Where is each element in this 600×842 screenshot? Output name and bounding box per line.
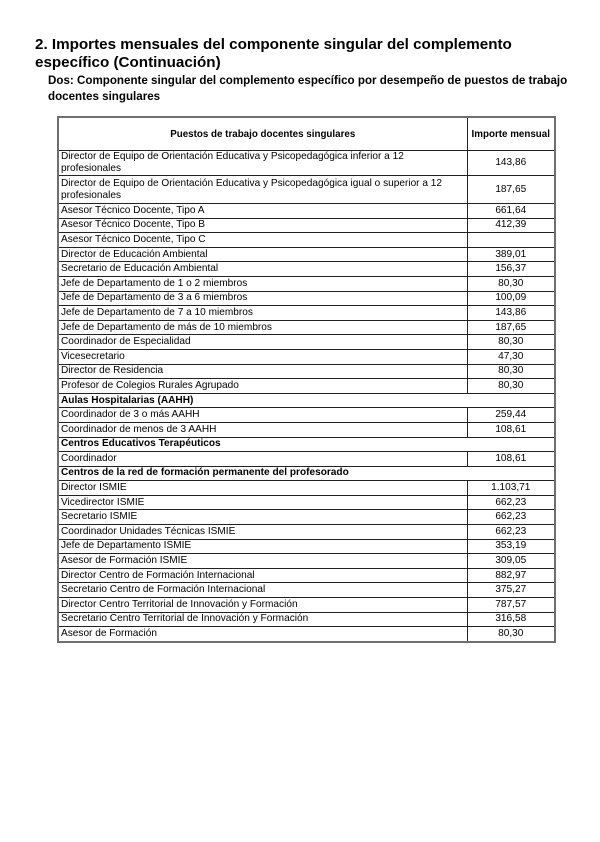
table-row xyxy=(59,379,554,394)
monthly-amount: 662,23 xyxy=(467,525,554,540)
table-row xyxy=(59,554,554,569)
position-label: Director de Educación Ambiental xyxy=(59,247,467,262)
section-heading: 2. Importes mensuales del componente singular del complemento específico (Continuación) xyxy=(35,36,512,71)
position-label: Vicedirector ISMIE xyxy=(59,495,467,510)
position-label: Asesor Técnico Docente, Tipo A xyxy=(59,204,467,219)
table-row xyxy=(59,612,554,627)
position-label: Asesor Técnico Docente, Tipo C xyxy=(59,233,467,248)
monthly-amount: 80,30 xyxy=(467,627,554,641)
table-row xyxy=(59,525,554,540)
monthly-amount: 187,65 xyxy=(467,320,554,335)
monthly-amount: 316,58 xyxy=(467,612,554,627)
position-label: Asesor Técnico Docente, Tipo B xyxy=(59,218,467,233)
monthly-amount: 80,30 xyxy=(467,379,554,394)
position-label: Secretario ISMIE xyxy=(59,510,467,525)
position-label: Director de Equipo de Orientación Educativa y Psicopedagógica igual o superior a 12 profesionales xyxy=(59,176,467,204)
column-header-position: Puestos de trabajo docentes singulares xyxy=(59,118,467,151)
position-label: Coordinador de Especialidad xyxy=(59,335,467,350)
monthly-amount: 662,23 xyxy=(467,495,554,510)
table-row xyxy=(59,349,554,364)
table-row xyxy=(59,306,554,321)
monthly-amount: 1.103,71 xyxy=(467,481,554,496)
table-row xyxy=(59,568,554,583)
monthly-amount: 143,86 xyxy=(467,306,554,321)
table-row xyxy=(59,481,554,496)
table-row xyxy=(59,151,554,176)
monthly-amount: 108,61 xyxy=(467,452,554,467)
position-label: Secretario Centro de Formación Internacional xyxy=(59,583,467,598)
position-label: Jefe de Departamento ISMIE xyxy=(59,539,467,554)
position-label: Jefe de Departamento de más de 10 miembros xyxy=(59,320,467,335)
monthly-amount: 259,44 xyxy=(467,408,554,423)
table-row xyxy=(59,276,554,291)
position-label: Secretario de Educación Ambiental xyxy=(59,262,467,277)
position-label: Jefe de Departamento de 1 o 2 miembros xyxy=(59,276,467,291)
monthly-amount xyxy=(467,233,554,248)
monthly-amount: 80,30 xyxy=(467,276,554,291)
table-row xyxy=(59,204,554,219)
monthly-amount: 661,64 xyxy=(467,204,554,219)
table-section-row xyxy=(59,393,554,408)
section-label: Centros Educativos Terapéuticos xyxy=(59,437,554,452)
monthly-amount: 375,27 xyxy=(467,583,554,598)
table-row xyxy=(59,247,554,262)
monthly-amount: 80,30 xyxy=(467,364,554,379)
monthly-amount: 47,30 xyxy=(467,349,554,364)
monthly-amount: 882,97 xyxy=(467,568,554,583)
table-row xyxy=(59,495,554,510)
salary-table xyxy=(57,116,556,643)
table-row xyxy=(59,291,554,306)
table-section-row xyxy=(59,466,554,481)
table-row xyxy=(59,262,554,277)
monthly-amount: 309,05 xyxy=(467,554,554,569)
position-label: Director de Equipo de Orientación Educativa y Psicopedagógica inferior a 12 profesionales xyxy=(59,151,467,176)
monthly-amount: 353,19 xyxy=(467,539,554,554)
position-label: Coordinador Unidades Técnicas ISMIE xyxy=(59,525,467,540)
monthly-amount: 156,37 xyxy=(467,262,554,277)
table-row xyxy=(59,422,554,437)
monthly-amount: 100,09 xyxy=(467,291,554,306)
column-header-amount: Importe mensual xyxy=(467,118,554,151)
table-row xyxy=(59,598,554,613)
table-row xyxy=(59,452,554,467)
monthly-amount: 787,57 xyxy=(467,598,554,613)
table-row xyxy=(59,320,554,335)
table-row xyxy=(59,218,554,233)
position-label: Director Centro de Formación Internacional xyxy=(59,568,467,583)
position-label: Coordinador de menos de 3 AAHH xyxy=(59,422,467,437)
section-label: Centros de la red de formación permanente del profesorado xyxy=(59,466,554,481)
position-label: Director Centro Territorial de Innovación y Formación xyxy=(59,598,467,613)
position-label: Director ISMIE xyxy=(59,481,467,496)
monthly-amount: 143,86 xyxy=(467,151,554,176)
table-header-row xyxy=(59,118,554,151)
monthly-amount: 108,61 xyxy=(467,422,554,437)
position-label: Profesor de Colegios Rurales Agrupado xyxy=(59,379,467,394)
monthly-amount: 662,23 xyxy=(467,510,554,525)
table-row xyxy=(59,539,554,554)
monthly-amount: 412,39 xyxy=(467,218,554,233)
table-body xyxy=(59,151,554,641)
table-row xyxy=(59,335,554,350)
monthly-amount: 80,30 xyxy=(467,335,554,350)
position-label: Coordinador xyxy=(59,452,467,467)
position-label: Asesor de Formación ISMIE xyxy=(59,554,467,569)
position-label: Vicesecretario xyxy=(59,349,467,364)
monthly-amount: 187,65 xyxy=(467,176,554,204)
position-label: Director de Residencia xyxy=(59,364,467,379)
table-row xyxy=(59,364,554,379)
position-label: Jefe de Departamento de 3 a 6 miembros xyxy=(59,291,467,306)
table-row xyxy=(59,176,554,204)
subsection-heading: Dos: Componente singular del complemento específico por desempeño de puestos de trabajo docentes singulares xyxy=(48,74,568,103)
table-row xyxy=(59,627,554,641)
position-label: Asesor de Formación xyxy=(59,627,467,641)
position-label: Coordinador de 3 o más AAHH xyxy=(59,408,467,423)
monthly-amount: 389,01 xyxy=(467,247,554,262)
table-row xyxy=(59,408,554,423)
position-label: Secretario Centro Territorial de Innovación y Formación xyxy=(59,612,467,627)
table-row xyxy=(59,583,554,598)
position-label: Jefe de Departamento de 7 a 10 miembros xyxy=(59,306,467,321)
section-label: Aulas Hospitalarias (AAHH) xyxy=(59,393,554,408)
table-section-row xyxy=(59,437,554,452)
table-row xyxy=(59,510,554,525)
table-row xyxy=(59,233,554,248)
